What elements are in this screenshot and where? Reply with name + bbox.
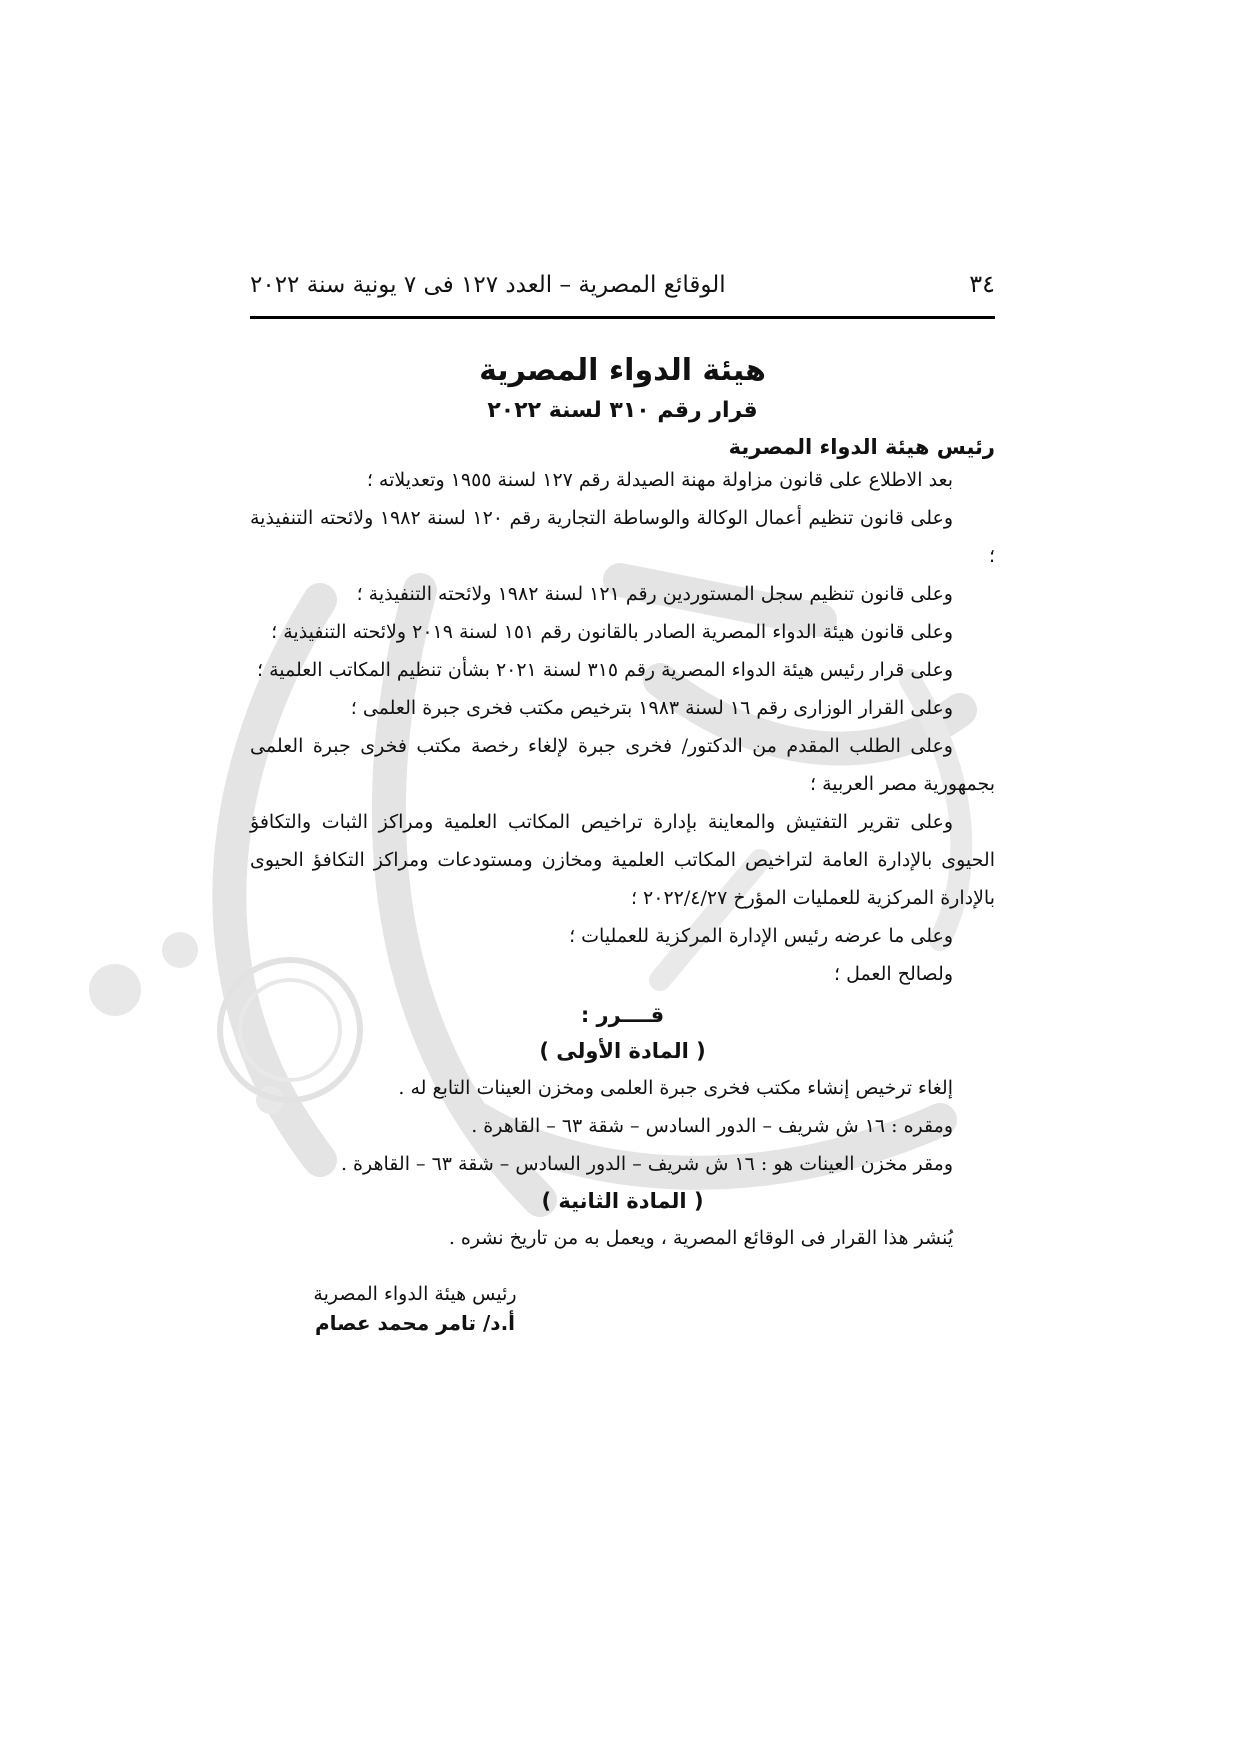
page-number: ٣٤ bbox=[969, 270, 995, 298]
signature-title: رئيس هيئة الدواء المصرية bbox=[313, 1283, 517, 1305]
decree-number: قرار رقم ٣١٠ لسنة ٢٠٢٢ bbox=[487, 398, 758, 423]
preamble-paragraph: وعلى قانون تنظيم أعمال الوكالة والوساطة التجارية رقم ١٢٠ لسنة ١٩٨٢ ولائحته التنفيذية ؛ bbox=[250, 507, 995, 567]
decree-body bbox=[250, 461, 995, 1257]
article-one-line: ومقره : ١٦ ش شريف – الدور السادس – شقة ٦٣ – القاهرة . bbox=[471, 1115, 953, 1137]
article-one-title: ( المادة الأولى ) bbox=[539, 1039, 706, 1063]
preamble-paragraph: وعلى ما عرضه رئيس الإدارة المركزية للعمليات ؛ bbox=[569, 925, 953, 947]
page-header bbox=[250, 270, 995, 298]
preamble-paragraph: وعلى قانون تنظيم سجل المستوردين رقم ١٢١ لسنة ١٩٨٢ ولائحته التنفيذية ؛ bbox=[356, 583, 953, 605]
signature-block bbox=[250, 1283, 580, 1335]
preamble-paragraph: ولصالح العمل ؛ bbox=[833, 963, 953, 985]
organization-title: هيئة الدواء المصرية bbox=[479, 353, 766, 388]
preamble-paragraph: وعلى تقرير التفتيش والمعاينة بإدارة تراخيص المكاتب العلمية ومراكز الثبات والتكافؤ الحيوى بالإدارة العامة لتراخيص المكاتب العلمية ومخازن ومستودعات ومراكز التكافؤ الحيوى بالإدارة المركزية للعمليات المؤرخ ٢٠٢٢/٤/٢٧ ؛ bbox=[250, 811, 995, 909]
article-one-line: إلغاء ترخيص إنشاء مكتب فخرى جبرة العلمى ومخزن العينات التابع له . bbox=[398, 1077, 953, 1099]
header-rule bbox=[250, 316, 995, 319]
preamble-paragraph: بعد الاطلاع على قانون مزاولة مهنة الصيدلة رقم ١٢٧ لسنة ١٩٥٥ وتعديلاته ؛ bbox=[366, 469, 953, 491]
gazette-title: الوقائع المصرية – العدد ١٢٧ فى ٧ يونية سنة ٢٠٢٢ bbox=[250, 272, 726, 298]
signature-name: أ.د/ تامر محمد عصام bbox=[314, 1311, 516, 1335]
preamble-paragraph: وعلى القرار الوزارى رقم ١٦ لسنة ١٩٨٣ بترخيص مكتب فخرى جبرة العلمى ؛ bbox=[350, 697, 953, 719]
preamble-paragraph: وعلى الطلب المقدم من الدكتور/ فخرى جبرة لإلغاء رخصة مكتب فخرى جبرة العلمى بجمهورية مصر العربية ؛ bbox=[250, 735, 995, 795]
preamble-paragraph: وعلى قرار رئيس هيئة الدواء المصرية رقم ٣١٥ لسنة ٢٠٢١ بشأن تنظيم المكاتب العلمية ؛ bbox=[257, 659, 953, 681]
decided-heading: قــــرر : bbox=[580, 1003, 665, 1027]
article-one-line: ومقر مخزن العينات هو : ١٦ ش شريف – الدور السادس – شقة ٦٣ – القاهرة . bbox=[340, 1153, 953, 1175]
gazette-page bbox=[250, 270, 995, 1335]
article-two-title: ( المادة الثانية ) bbox=[541, 1189, 704, 1213]
issuer-heading: رئيس هيئة الدواء المصرية bbox=[728, 435, 995, 459]
article-two-line: يُنشر هذا القرار فى الوقائع المصرية ، ويعمل به من تاريخ نشره . bbox=[448, 1227, 953, 1249]
preamble-paragraph: وعلى قانون هيئة الدواء المصرية الصادر بالقانون رقم ١٥١ لسنة ٢٠١٩ ولائحته التنفيذية ؛ bbox=[271, 621, 953, 643]
